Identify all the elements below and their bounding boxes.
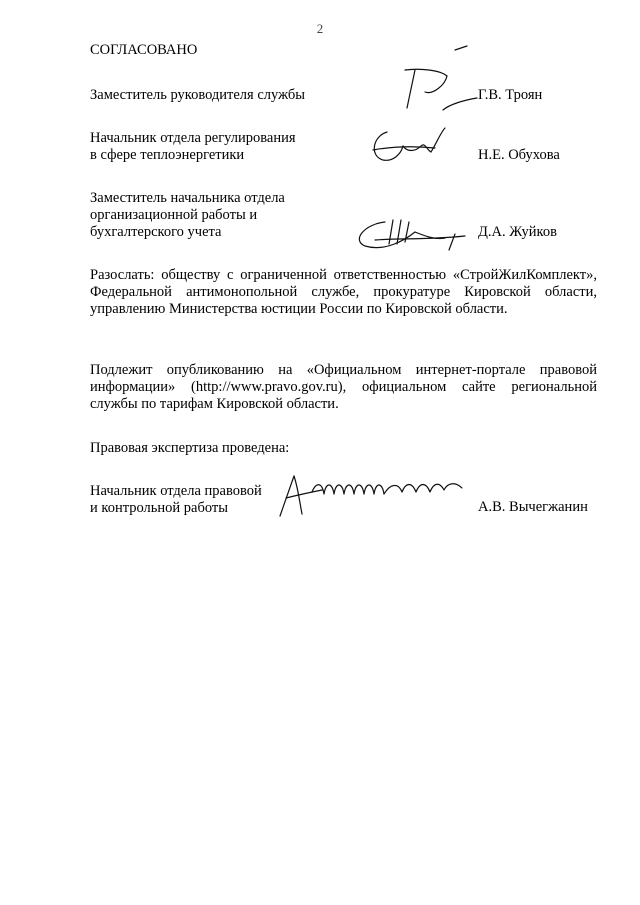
signature-troyan	[385, 40, 485, 120]
signatory-3-name: Д.А. Жуйков	[478, 224, 557, 240]
signatory-2-position	[90, 130, 340, 164]
publication-paragraph: Подлежит опубликованию на «Официальном интернет-портале правовой информации» (http://www.pravo.gov.ru), официальном сайте региональной службы по тарифам Кировской области.	[90, 362, 597, 412]
legal-signatory-position-line-2: и контрольной работы	[90, 500, 228, 516]
page-number: 2	[316, 21, 324, 36]
signature-zhuikov	[345, 210, 475, 260]
approval-heading: СОГЛАСОВАНО	[90, 42, 198, 58]
signatory-2-position-line-2: в сфере теплоэнергетики	[90, 147, 245, 163]
signature-vychegzhanin	[272, 468, 472, 523]
signatory-3-position	[90, 190, 340, 241]
signatory-1-position	[90, 87, 340, 104]
signatory-1-name: Г.В. Троян	[478, 87, 543, 103]
signatory-3-position-line-1: Заместитель начальника отдела	[90, 190, 285, 206]
legal-signatory-name: А.В. Вычегжанин	[478, 499, 588, 515]
legal-signatory-position-line-1: Начальник отдела правовой	[90, 483, 262, 499]
legal-review-statement: Правовая экспертиза проведена:	[90, 440, 290, 456]
distribution-paragraph: Разослать: обществу с ограниченной ответственностью «СтройЖилКомплект», Федеральной антимонопольной службе, прокуратуре Кировской области, управлению Министерства юстиции России по Кировской области.	[90, 267, 597, 317]
signatory-2-position-line-1: Начальник отдела регулирования	[90, 130, 296, 146]
signatory-1-position-line: Заместитель руководителя службы	[90, 87, 306, 103]
signatory-3-position-line-3: бухгалтерского учета	[90, 224, 222, 240]
signatory-2-name: Н.Е. Обухова	[478, 147, 560, 163]
signatory-3-position-line-2: организационной работы и	[90, 207, 258, 223]
signature-obukhova	[365, 122, 465, 172]
